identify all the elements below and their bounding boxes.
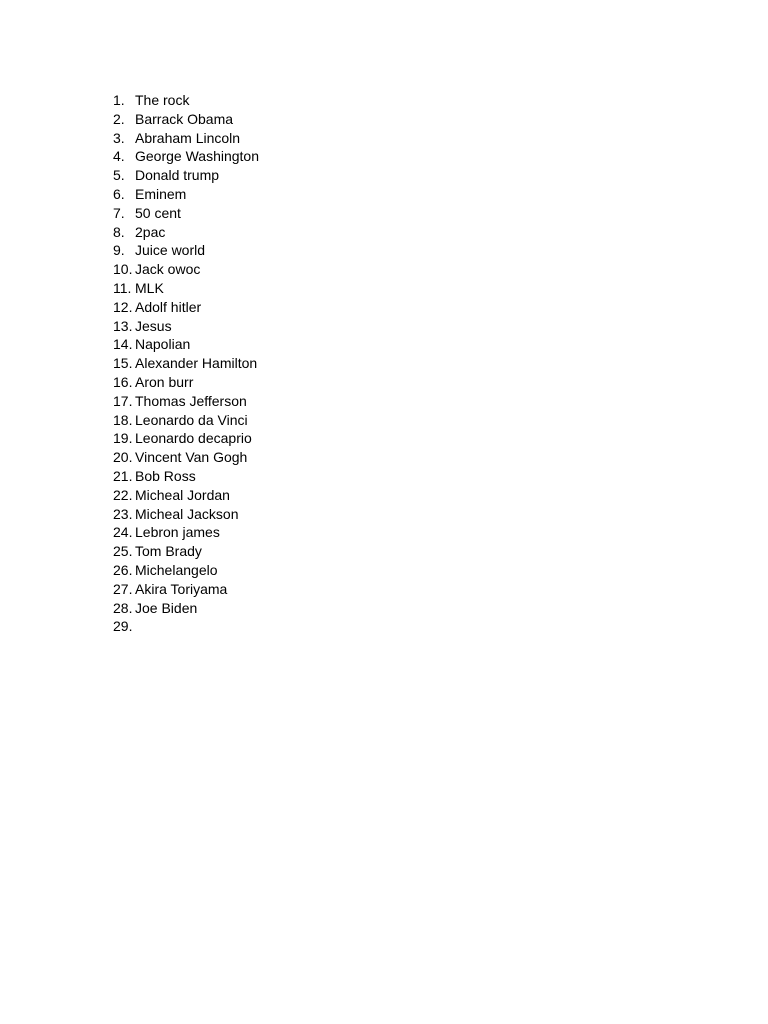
list-item-text: Donald trump — [135, 167, 220, 184]
list-item-text: Bob Ross — [135, 467, 196, 484]
list-item-text: MLK — [135, 279, 164, 296]
list-item-number: 28. — [113, 599, 133, 616]
list-item-text: Juice world — [135, 242, 206, 259]
list-item[interactable] — [113, 486, 259, 505]
list-item[interactable] — [113, 505, 259, 524]
list-item[interactable] — [113, 335, 259, 354]
list-item[interactable] — [113, 166, 259, 185]
list-item-text: Aron burr — [135, 373, 194, 390]
list-item-text: Jesus — [135, 317, 172, 334]
list-item-text: Akira Toriyama — [135, 580, 228, 597]
list-item-number: 3. — [113, 129, 125, 146]
list-item[interactable] — [113, 129, 259, 148]
list-item[interactable] — [113, 279, 259, 298]
list-item-text: Micheal Jordan — [135, 486, 230, 503]
list-item-number: 19. — [113, 430, 133, 447]
list-item-number: 24. — [113, 524, 133, 541]
list-item-text: Eminem — [135, 185, 187, 202]
list-item-number: 12. — [113, 298, 133, 315]
list-item[interactable] — [113, 467, 259, 486]
list-item-number: 9. — [113, 242, 125, 259]
list-item[interactable] — [113, 260, 259, 279]
list-item-number: 1. — [113, 92, 125, 108]
list-item[interactable] — [113, 241, 259, 260]
list-item-number: 5. — [113, 167, 125, 184]
list-item-number: 8. — [113, 223, 125, 240]
list-item-number: 10. — [113, 261, 133, 278]
list-item[interactable] — [113, 354, 259, 373]
list-item-number: 6. — [113, 185, 125, 202]
list-item-text: 2pac — [135, 223, 166, 240]
list-item-text: Tom Brady — [135, 543, 202, 560]
list-item-text: Barrack Obama — [135, 110, 234, 127]
numbered-list — [113, 91, 259, 636]
list-item[interactable] — [113, 110, 259, 129]
list-item-number: 15. — [113, 355, 133, 372]
list-item-text: Adolf hitler — [135, 298, 202, 315]
list-item-number: 11. — [113, 279, 132, 296]
list-item[interactable] — [113, 317, 259, 336]
list-item-text: Napolian — [135, 336, 191, 353]
list-item-number: 26. — [113, 561, 133, 578]
list-item[interactable] — [113, 411, 259, 430]
list-item[interactable] — [113, 392, 259, 411]
list-item[interactable] — [113, 580, 259, 599]
list-item[interactable] — [113, 204, 259, 223]
list-item[interactable] — [113, 373, 259, 392]
list-item-text: Alexander Hamilton — [135, 355, 258, 372]
list-item-text: 50 cent — [135, 204, 181, 221]
list-item-text: Abraham Lincoln — [135, 129, 241, 146]
list-item-text: Micheal Jackson — [135, 505, 239, 522]
list-item-number: 4. — [113, 148, 125, 165]
list-item-number: 17. — [113, 392, 133, 409]
list-item-text: Thomas Jefferson — [135, 392, 247, 409]
list-item-number: 7. — [113, 204, 125, 221]
list-item-number: 29. — [113, 618, 133, 635]
list-item-number: 22. — [113, 486, 133, 503]
list-item-text: The rock — [135, 92, 190, 108]
list-item-text: George Washington — [135, 148, 259, 165]
list-item[interactable] — [113, 542, 259, 561]
list-item-number: 13. — [113, 317, 133, 334]
list-item[interactable] — [113, 91, 259, 110]
list-item-number: 14. — [113, 336, 133, 353]
list-item-number: 21. — [113, 467, 133, 484]
list-item-number: 27. — [113, 580, 133, 597]
list-item-text: Jack owoc — [135, 261, 201, 278]
list-item-text: Leonardo decaprio — [135, 430, 252, 447]
list-item[interactable] — [113, 298, 259, 317]
list-item[interactable] — [113, 561, 259, 580]
list-item-text: Vincent Van Gogh — [135, 449, 248, 466]
list-item[interactable] — [113, 523, 259, 542]
list-item-empty[interactable] — [113, 617, 259, 636]
list-item[interactable] — [113, 448, 259, 467]
list-item[interactable] — [113, 185, 259, 204]
list-item-number: 20. — [113, 449, 133, 466]
list-item-text: Lebron james — [135, 524, 220, 541]
list-item[interactable] — [113, 147, 259, 166]
list-item[interactable] — [113, 223, 259, 242]
list-item-number: 23. — [113, 505, 133, 522]
list-item-text: Leonardo da Vinci — [135, 411, 248, 428]
list-item-number: 18. — [113, 411, 133, 428]
list-item[interactable] — [113, 429, 259, 448]
list-item[interactable] — [113, 599, 259, 618]
list-item-number: 2. — [113, 110, 125, 127]
list-item-number: 16. — [113, 373, 133, 390]
list-item-text: Michelangelo — [135, 561, 218, 578]
list-item-number: 25. — [113, 543, 133, 560]
list-item-text: Joe Biden — [135, 599, 198, 616]
